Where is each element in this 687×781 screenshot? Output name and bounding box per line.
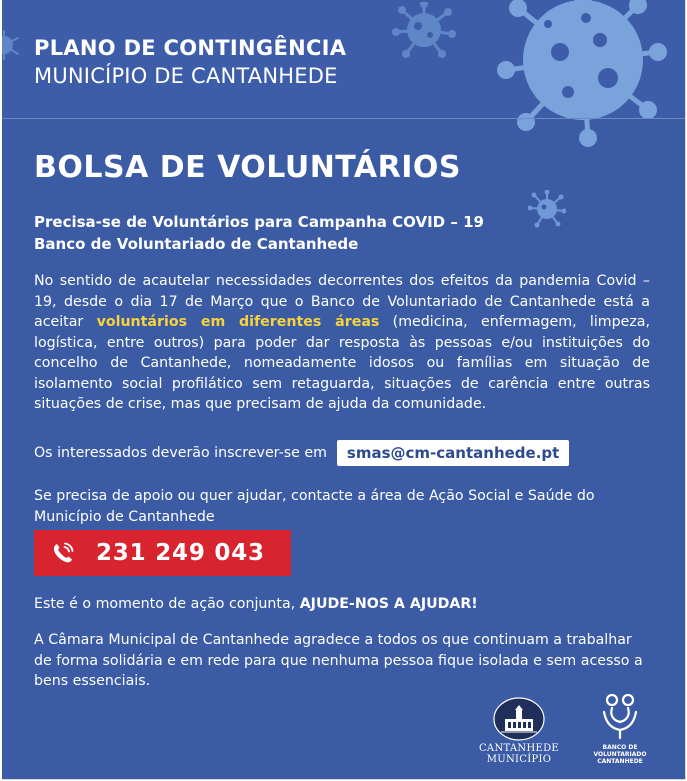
virus-icon [528,190,566,228]
poster [2,0,686,780]
subheading-line-2: Banco de Voluntariado de Cantanhede [34,235,359,253]
header-title: PLANO DE CONTINGÊNCIA [34,36,347,60]
call-to-action [34,594,650,615]
closing-paragraph: A Câmara Municipal de Cantanhede agradece a todos os que continuam a trabalhar de forma solidária e em rede para que nenhuma pessoa fique isolada e sem acesso a bens essenciais. [34,632,643,689]
phone-button[interactable] [34,530,291,576]
municipality-logo [474,697,564,765]
email-link[interactable]: smas@cm-cantanhede.pt [337,440,569,466]
contact-text: Se precisa de apoio ou quer ajudar, contacte a área de Ação Social e Saúde do Município de Cantanhede [34,488,595,525]
subheading [34,211,484,255]
call-to-action-text: Este é o momento de ação conjunta, [34,596,300,612]
volunteer-bank-logo [582,690,658,772]
town-hall-icon [493,697,545,741]
logo-caption: BANCO DE VOLUNTARIADO CANTANHEDE [593,744,647,765]
email-row [34,438,569,468]
phone-number: 231 249 043 [96,540,265,566]
header-subtitle: MUNICÍPIO DE CANTANHEDE [34,64,338,88]
highlight-text: voluntários em diferentes áreas [96,314,380,330]
virus-icon [488,0,678,150]
call-to-action-bold: AJUDE-NOS A AJUDAR! [299,596,478,612]
phone-icon [48,538,78,568]
header-divider [2,118,685,119]
intro-paragraph [34,271,650,415]
intro-text-end: (medicina, enfermagem, limpeza, logística, entre outros) para poder dar resposta às pessoas e/ou instituições do concelho de Cantanhede, nomeadamente idosos ou famílias em situação de isolamento social profilático sem retaguarda, situações de carência entre outras situações de crise, mas que precisam de ajuda da comunidade. [34,314,650,412]
page-title: BOLSA DE VOLUNTÁRIOS [34,150,462,185]
virus-icon [392,2,456,58]
logo-line-2: MUNICÍPIO [486,754,552,765]
virus-icon [2,28,24,62]
logo-line-1: CANTANHEDE [478,743,560,754]
intro-text-start: No sentido de acautelar necessidades decorrentes dos efeitos da pandemia Covid – 19, desde o dia 17 de Março que o Banco de Voluntariado de Cantanhede está a aceitar [34,273,650,330]
email-label: Os interessados deverão inscrever-se em [34,445,327,461]
subheading-line-1: Precisa-se de Voluntários para Campanha COVID – 19 [34,213,484,231]
